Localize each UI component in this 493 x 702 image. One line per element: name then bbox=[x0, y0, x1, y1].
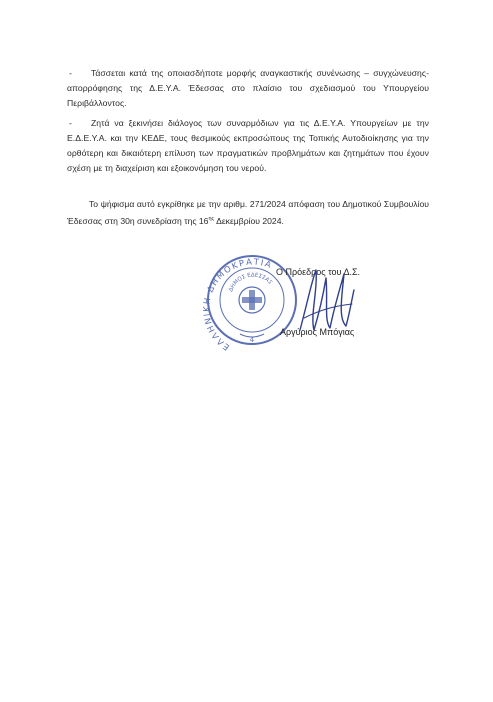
bullet-point-1 bbox=[67, 66, 429, 111]
bullet-text: Ζητά να ξεκινήσει διάλογος των συναρμόδιων για τις Δ.Ε.Υ.Α. Υπουργείων με την Ε.Δ.Ε.Υ.Α. και την ΚΕΔΕ, τους θεσμικούς εκπροσώπους της Τοπικής Αυτοδιοίκησης για την ορθότερη και δικαιότερη επίλυση των πραγματικών προβλημάτων και ζητημάτων που έχουν σχέση με τη διαχείριση και εξοικονόμηση του νερού. bbox=[67, 118, 429, 173]
bullet-point-2 bbox=[67, 116, 429, 176]
svg-text:ΔΗΜΟΣ ΕΔΕΣΣΑΣ bbox=[228, 273, 273, 293]
signatory-name: Αργύριος Μπόγιας bbox=[280, 327, 355, 337]
approval-text: Το ψήφισμα αυτό εγκρίθηκε με την αριθμ. 271/2024 απόφαση του Δημοτικού Συμβουλίου Έδεσσας στη 30η συνεδρίαση της 16 bbox=[67, 199, 429, 226]
bullet-dash: - bbox=[69, 68, 72, 78]
resolution-points bbox=[67, 66, 429, 181]
seal-outer-text: ΕΛΛΗΝΙΚΗ ΔΗΜΟΚΡΑΤΙΑ bbox=[202, 257, 274, 352]
signature-block bbox=[200, 250, 400, 360]
bullet-dash: - bbox=[69, 118, 72, 128]
seal-number: 4 bbox=[249, 336, 255, 344]
approval-date: Δεκεμβρίου 2024. bbox=[214, 216, 284, 226]
bullet-text: Τάσσεται κατά της οποιασδήποτε μορφής αναγκαστικής συνένωσης – συγχώνευσης-απορρόφησης της Δ.Ε.Υ.Α. Έδεσσας στο πλαίσιο του σχεδιασμού του Υπουργείου Περιβάλλοντος. bbox=[67, 68, 429, 108]
seal-inner-text: ΔΗΜΟΣ ΕΔΕΣΣΑΣ bbox=[228, 272, 273, 293]
signatory-title: Ο Πρόεδρος του Δ.Σ. bbox=[276, 267, 361, 277]
ordinal-suffix: ης bbox=[208, 216, 215, 222]
approval-statement bbox=[67, 197, 429, 229]
